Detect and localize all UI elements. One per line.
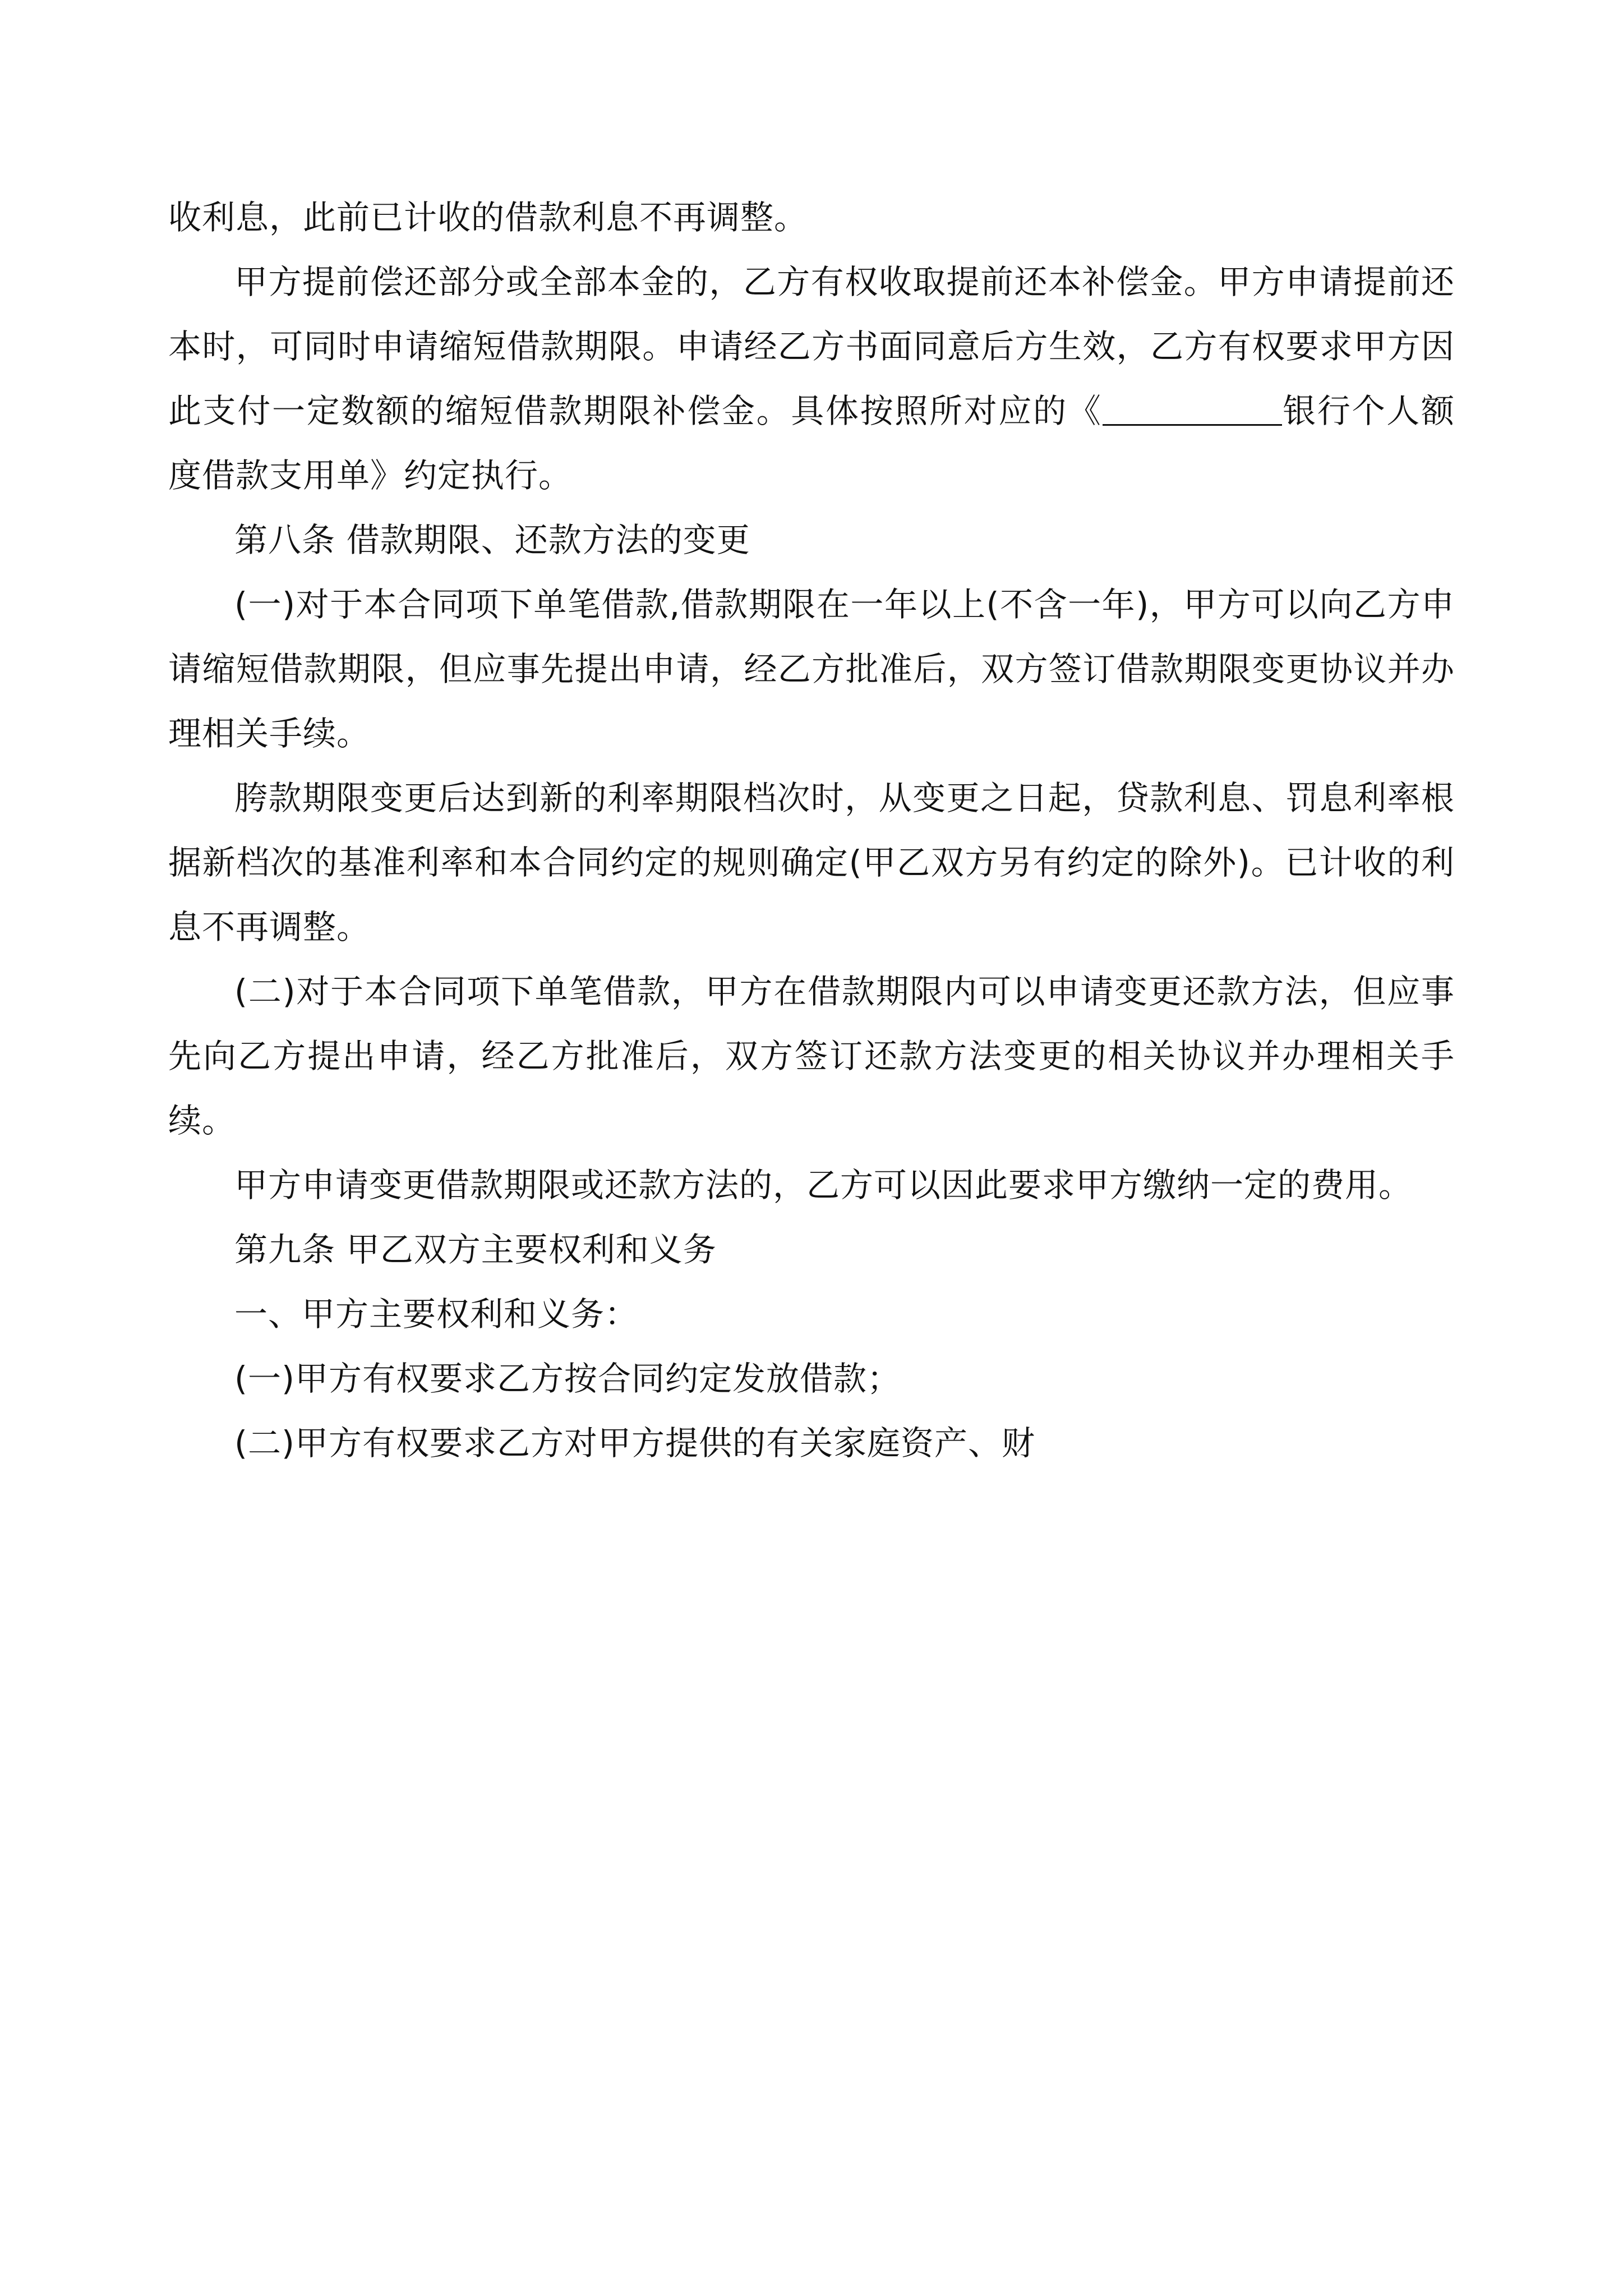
heading-article-9: 第九条 甲乙双方主要权利和义务 bbox=[234, 1230, 717, 1269]
heading-article-8: 第八条 借款期限、还款方法的变更 bbox=[234, 521, 750, 559]
paragraph-article8-item1-note: 胯款期限变更后达到新的利率期限档次时，从变更之日起，贷款利息、罚息利率根据新档次的基准利率和本合同约定的规则确定(甲乙双方另有约定的除外)。已计收的利息不再调整。 bbox=[168, 779, 1455, 946]
paragraph-prepayment-text-before: 甲方提前偿还部分或全部本金的，乙方有权收取提前还本补偿金。甲方申请提前还本时，可同时申请缩短借款期限。申请经乙方书面同意后方生效，乙方有权要求甲方因此支付一定数额的缩短借款期限补偿金。具体按照所对应的《 bbox=[168, 263, 1455, 430]
paragraph-article8-item1: (一)对于本合同项下单笔借款,借款期限在一年以上(不含一年)，甲方可以向乙方申请缩短借款期限，但应事先提出申请，经乙方批准后，双方签订借款期限变更协议并办理相关手续。 bbox=[168, 585, 1455, 753]
fill-in-blank[interactable] bbox=[1103, 424, 1282, 426]
paragraph-prepayment-text-after: 银行个人额度借款支用单》约定执行。 bbox=[168, 392, 1455, 495]
paragraph-prepayment bbox=[168, 250, 1455, 508]
paragraph-article8-item2: (二)对于本合同项下单笔借款，甲方在借款期限内可以申请变更还款方法，但应事先向乙方提出申请，经乙方批准后，双方签订还款方法变更的相关协议并办理相关手续。 bbox=[168, 972, 1455, 1140]
paragraph-article8-fees: 甲方申请变更借款期限或还款方法的，乙方可以因此要求甲方缴纳一定的费用。 bbox=[234, 1166, 1413, 1204]
paragraph-article9-item2: (二)甲方有权要求乙方对甲方提供的有关家庭资产、财 bbox=[234, 1424, 1036, 1462]
paragraph-continuation: 收利息，此前已计收的借款利息不再调整。 bbox=[168, 198, 808, 237]
document-body bbox=[168, 185, 1455, 1475]
paragraph-article9-section1: 一、甲方主要权利和义务： bbox=[234, 1295, 639, 1333]
paragraph-article9-item1: (一)甲方有权要求乙方按合同约定发放借款； bbox=[234, 1359, 901, 1398]
